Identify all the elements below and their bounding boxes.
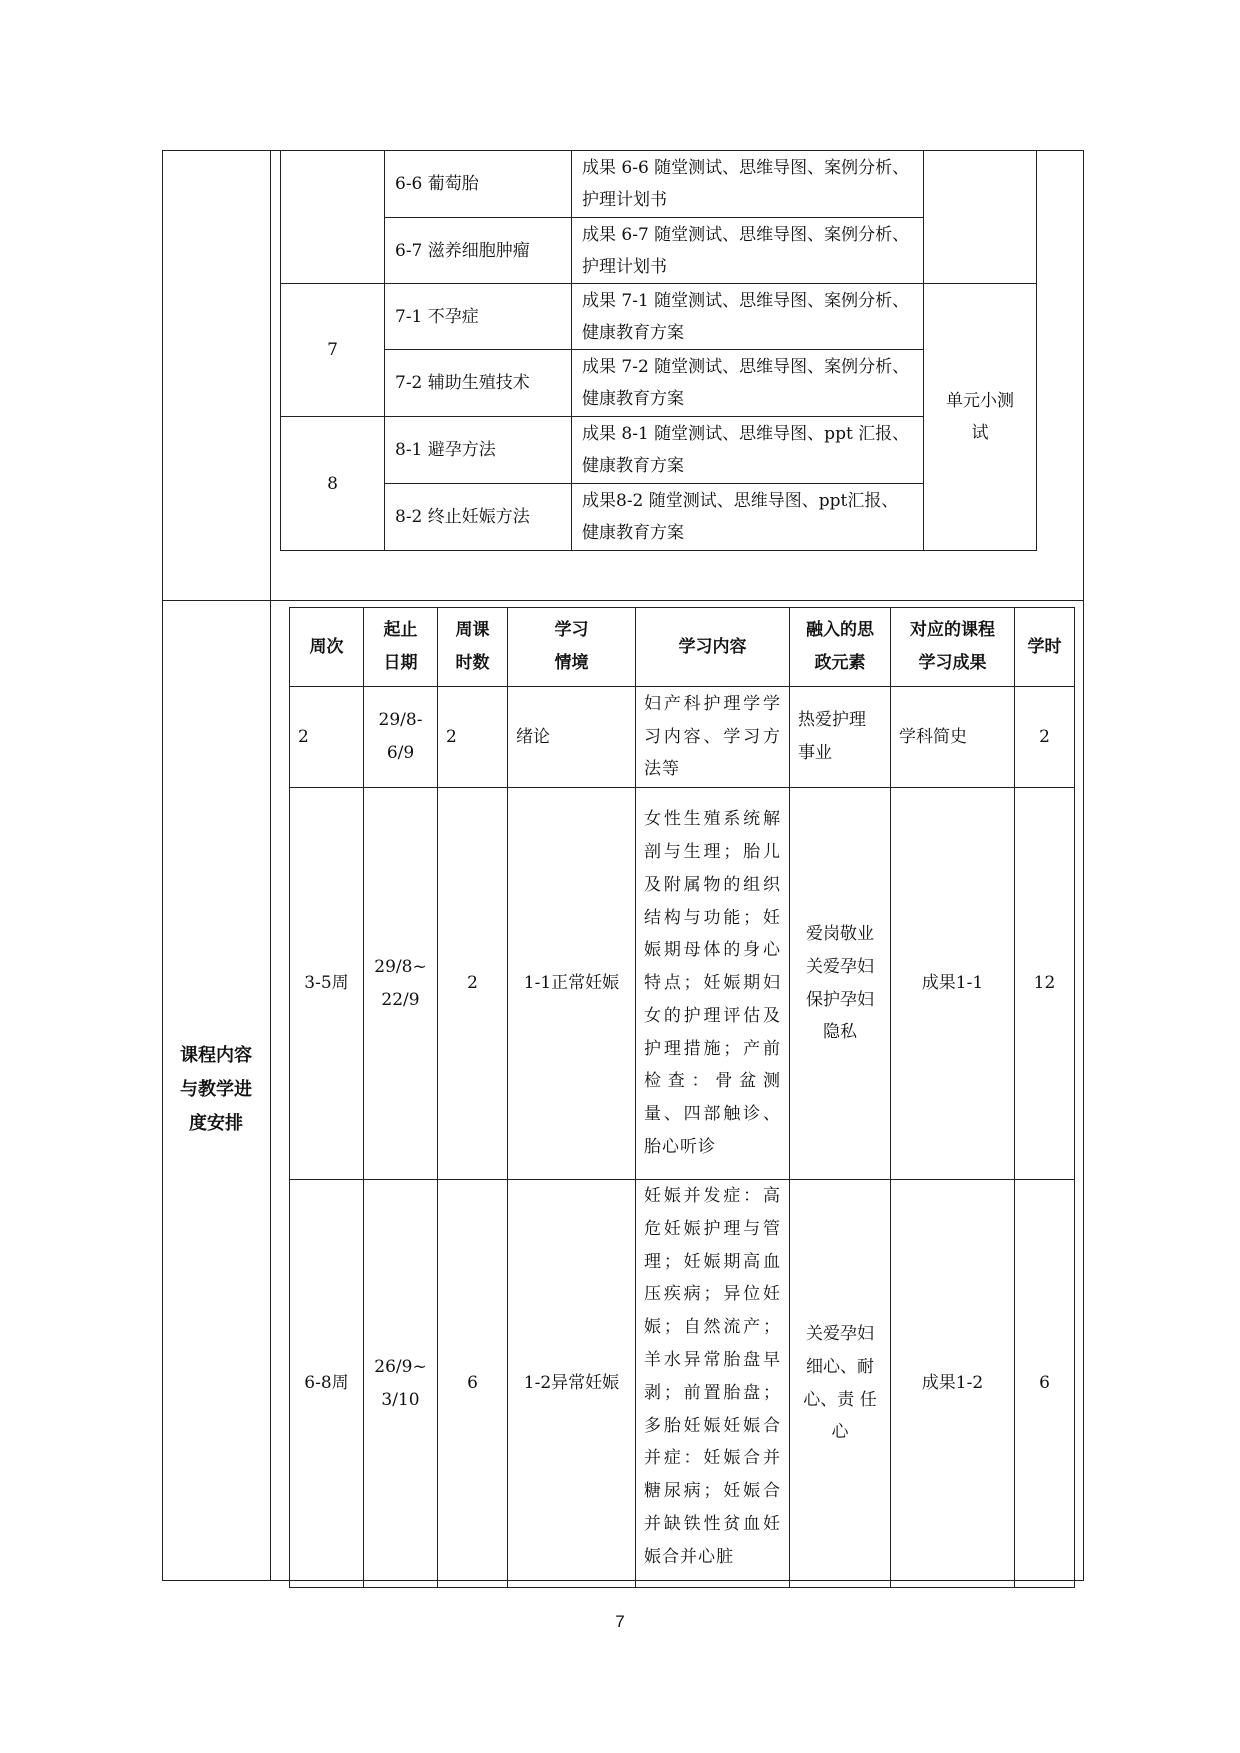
table-row	[281, 284, 1037, 350]
section-divider	[162, 600, 1083, 601]
schedule-header-row	[290, 608, 1075, 687]
dates-cell: 26/9~ 3/10	[364, 1180, 438, 1588]
unit-cell: 8	[281, 417, 385, 551]
header-content: 学习内容	[636, 608, 790, 687]
header-outcome: 对应的课程 学习成果	[891, 608, 1015, 687]
outcome-cell: 成果 6-7 随堂测试、思维导图、案例分析、护理计划书	[572, 218, 924, 284]
item-cell: 6-6 葡萄胎	[385, 151, 572, 218]
table-row	[281, 350, 1037, 417]
course-outcome-cell: 学科简史	[891, 687, 1015, 788]
context-cell: 1-2异常妊娠	[508, 1180, 636, 1588]
course-outcome-cell: 成果1-1	[891, 788, 1015, 1180]
header-week: 周次	[290, 608, 364, 687]
schedule-table	[289, 607, 1075, 1588]
label-column-divider	[270, 150, 271, 1580]
item-cell: 7-2 辅助生殖技术	[385, 350, 572, 417]
page-number: 7	[615, 1612, 625, 1631]
dates-cell: 29/8~ 22/9	[364, 788, 438, 1180]
credit-cell: 12	[1015, 788, 1075, 1180]
item-cell: 7-1 不孕症	[385, 284, 572, 350]
table-row	[290, 788, 1075, 1180]
week-cell: 2	[290, 687, 364, 788]
content-cell: 妇产科护理学学习内容、学习方法等	[636, 687, 790, 788]
header-context: 学习 情境	[508, 608, 636, 687]
hours-cell: 6	[438, 1180, 508, 1588]
section-label-cell	[162, 600, 270, 1579]
item-cell: 8-2 终止妊娠方法	[385, 484, 572, 551]
outcome-cell: 成果 7-1 随堂测试、思维导图、案例分析、健康教育方案	[572, 284, 924, 350]
page-frame	[162, 150, 1084, 1581]
unit-cell: 7	[281, 284, 385, 417]
header-ideology: 融入的思 政元素	[790, 608, 891, 687]
week-cell: 6-8周	[290, 1180, 364, 1588]
unit-outcomes-table	[280, 150, 1037, 551]
table-row	[281, 151, 1037, 218]
dates-cell: 29/8- 6/9	[364, 687, 438, 788]
course-outcome-cell: 成果1-2	[891, 1180, 1015, 1588]
content-cell: 妊娠并发症：高危妊娠护理与管理；妊娠期高血压疾病；异位妊娠；自然流产；羊水异常胎盘早剥；前置胎盘；多胎妊娠妊娠合并症：妊娠合并糖尿病；妊娠合并缺铁性贫血妊娠合并心脏	[636, 1180, 790, 1588]
week-cell: 3-5周	[290, 788, 364, 1180]
ideology-cell: 热爱护理事业	[790, 687, 891, 788]
table-row	[281, 484, 1037, 551]
assessment-cell-empty	[924, 151, 1037, 284]
header-credit: 学时	[1015, 608, 1075, 687]
outcome-cell: 成果8-2 随堂测试、思维导图、ppt汇报、健康教育方案	[572, 484, 924, 551]
header-dates: 起止 日期	[364, 608, 438, 687]
ideology-cell: 关爱孕妇 细心、耐心、责 任心	[790, 1180, 891, 1588]
credit-cell: 2	[1015, 687, 1075, 788]
outcome-cell: 成果 6-6 随堂测试、思维导图、案例分析、护理计划书	[572, 151, 924, 218]
ideology-cell: 爱岗敬业 关爱孕妇 保护孕妇隐私	[790, 788, 891, 1180]
unit-cell	[281, 151, 385, 284]
item-cell: 8-1 避孕方法	[385, 417, 572, 484]
assessment-cell: 单元小测试	[924, 284, 1037, 551]
credit-cell: 6	[1015, 1180, 1075, 1588]
outcome-cell: 成果 8-1 随堂测试、思维导图、ppt 汇报、健康教育方案	[572, 417, 924, 484]
outcome-cell: 成果 7-2 随堂测试、思维导图、案例分析、健康教育方案	[572, 350, 924, 417]
context-cell: 1-1正常妊娠	[508, 788, 636, 1180]
hours-cell: 2	[438, 687, 508, 788]
hours-cell: 2	[438, 788, 508, 1180]
context-cell: 绪论	[508, 687, 636, 788]
table-row	[281, 218, 1037, 284]
table-row	[290, 687, 1075, 788]
table-row	[290, 1180, 1075, 1588]
item-cell: 6-7 滋养细胞肿瘤	[385, 218, 572, 284]
header-hours: 周课 时数	[438, 608, 508, 687]
table-row	[281, 417, 1037, 484]
content-cell: 女性生殖系统解剖与生理；胎儿及附属物的组织结构与功能；妊娠期母体的身心特点；妊娠期妇女的护理评估及护理措施；产前检查：骨盆测量、四部触诊、胎心听诊	[636, 788, 790, 1180]
section-label: 课程内容 与教学进 度安排	[180, 1044, 252, 1134]
